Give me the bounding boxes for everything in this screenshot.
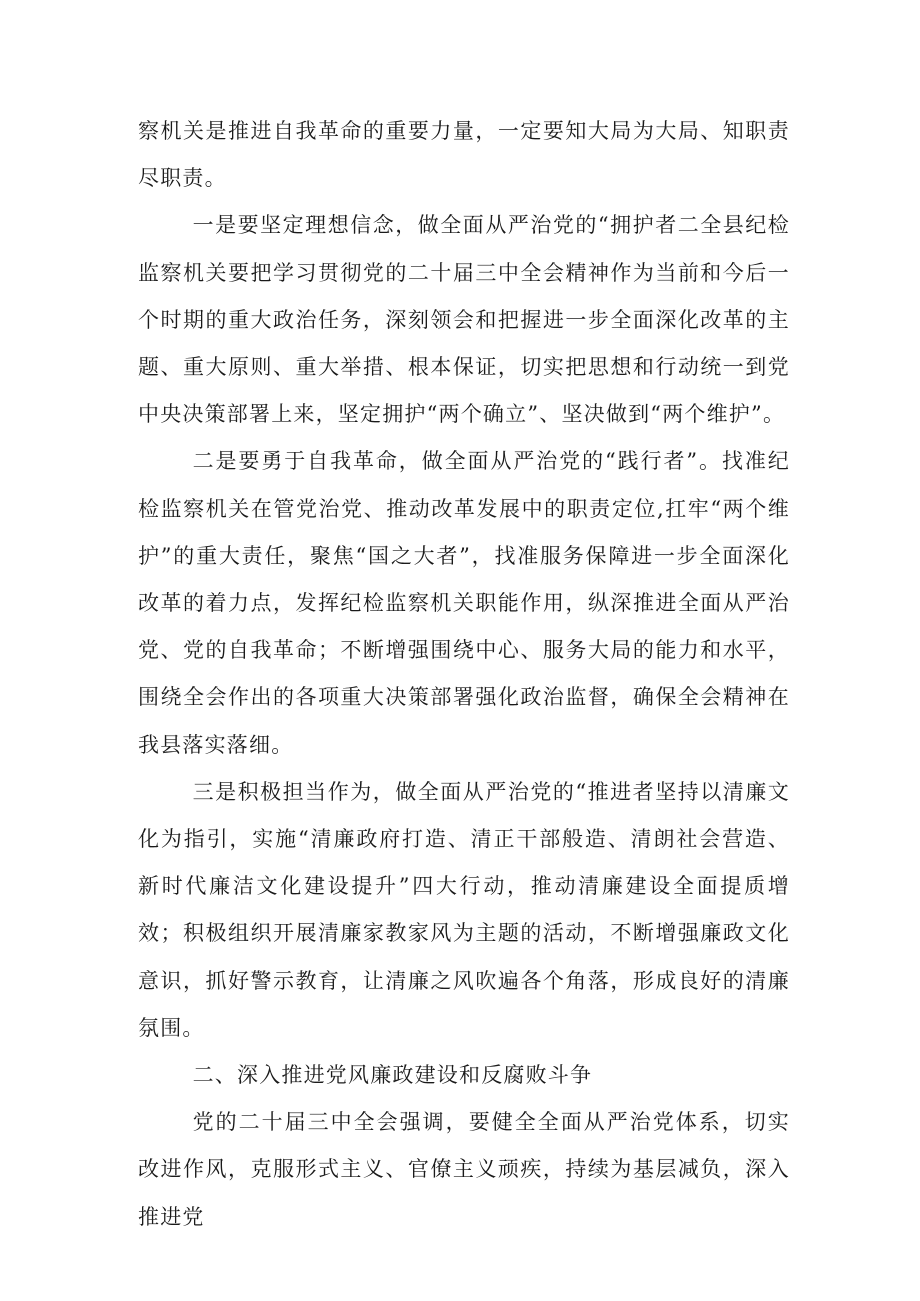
paragraph-2: 一是要坚定理想信念，做全面从严治党的“拥护者二全县纪检监察机关要把学习贯彻党的二十届三中全会精神作为当前和今后一个时期的重大政治任务，深刻领会和把握进一步全面深化改革的主题、重大原则、重大举措、根本保证，切实把思想和行动统一到党中央决策部署上来，坚定拥护“两个确立”、坚决做到“两个维护”。 — [138, 213, 790, 427]
document-body — [138, 108, 790, 1241]
paragraph-4: 三是积极担当作为，做全面从严治党的“推进者坚持以清廉文化为指引，实施“清廉政府打造、清正干部般造、清朗社会营造、新时代廉洁文化建设提升”四大行动，推动清廉建设全面提质增效；积极组织开展清廉家教家风为主题的活动，不断增强廉政文化意识，抓好警示教育，让清廉之风吹遍各个角落，形成良好的清廉氛围。 — [138, 779, 790, 1040]
paragraph-3: 二是要勇于自我革命，做全面从严治党的“践行者”。找准纪检监察机关在管党治党、推动改革发展中的职责定位,扛牢“两个维护”的重大责任，聚焦“国之大者”，找准服务保障进一步全面深化改革的着力点，发挥纪检监察机关职能作用，纵深推进全面从严治党、党的自我革命；不断增强围绕中心、服务大局的能力和水平，围绕全会作出的各项重大决策部署强化政治监督，确保全会精神在我县落实落细。 — [138, 449, 790, 757]
paragraph-1: 察机关是推进自我革命的重要力量，一定要知大局为大局、知职责尽职责。 — [138, 119, 790, 191]
section-heading: 二、深入推进党风廉政建设和反腐败斗争 — [192, 1063, 593, 1088]
paragraph-5: 党的二十届三中全会强调，要健全全面从严治党体系，切实改进作风，克服形式主义、官僚主义顽疾，持续为基层减负，深入推进党 — [138, 1110, 790, 1229]
